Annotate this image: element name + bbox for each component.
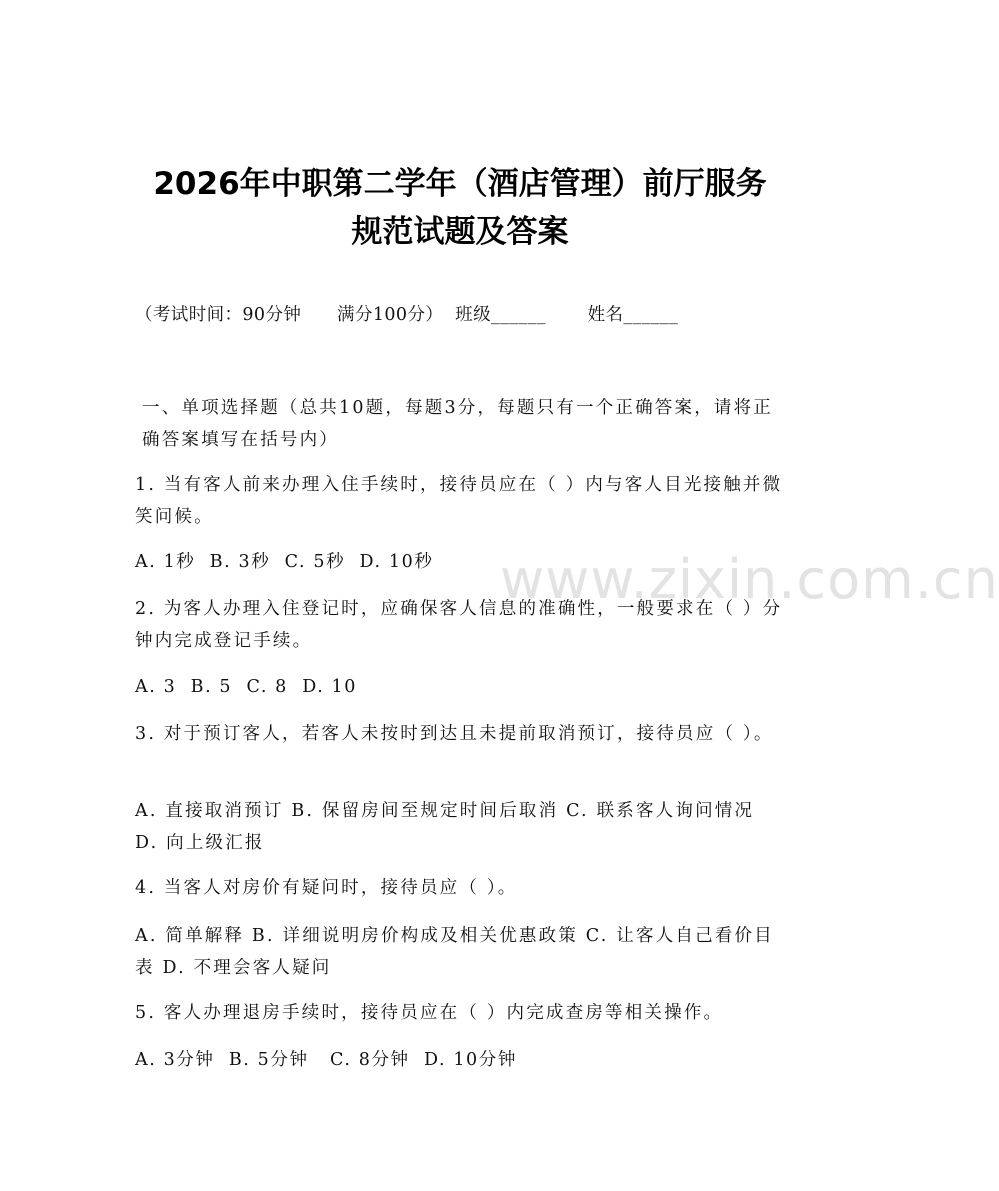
question-5-stem: 5. 客人办理退房手续时，接待员应在（ ）内完成查房等相关操作。 xyxy=(135,1003,724,1023)
question-1-stem: 1. 当有客人前来办理入住手续时，接待员应在（ ）内与客人目光接触并微笑问候。 xyxy=(135,475,783,527)
question-4-stem: 4. 当客人对房价有疑问时，接待员应（ ）。 xyxy=(135,878,518,898)
question-5-options: A. 3分钟 B. 5分钟 C. 8分钟 D. 10分钟 xyxy=(135,1050,517,1070)
question-4-options: A. 简单解释 B. 详细说明房价构成及相关优惠政策 C. 让客人自己看价目表 D. 不理会客人疑问 xyxy=(135,926,774,978)
question-2-options: A. 3 B. 5 C. 8 D. 10 xyxy=(135,677,358,697)
question-1-options: A. 1秒 B. 3秒 C. 5秒 D. 10秒 xyxy=(135,552,434,572)
exam-meta-line: （考试时间：90分钟 满分100分） 班级______ 姓名______ xyxy=(135,305,679,325)
question-2-stem: 2. 为客人办理入住登记时，应确保客人信息的准确性，一般要求在（ ）分钟内完成登记手续。 xyxy=(135,599,783,651)
question-3-stem: 3. 对于预订客人，若客人未按时到达且未提前取消预订，接待员应（ ）。 xyxy=(135,724,774,744)
question-3-options: A. 直接取消预订 B. 保留房间至规定时间后取消 C. 联系客人询问情况 D. 向上级汇报 xyxy=(135,801,755,853)
section-heading: 一、单项选择题（总共10题，每题3分，每题只有一个正确答案，请将正确答案填写在括号内） xyxy=(142,398,773,450)
document-title-line-1: 2026年中职第二学年（酒店管理）前厅服务 xyxy=(153,166,767,202)
document-title-line-2: 规范试题及答案 xyxy=(351,214,569,250)
watermark-text: www.zixin.com.cn xyxy=(500,548,999,611)
